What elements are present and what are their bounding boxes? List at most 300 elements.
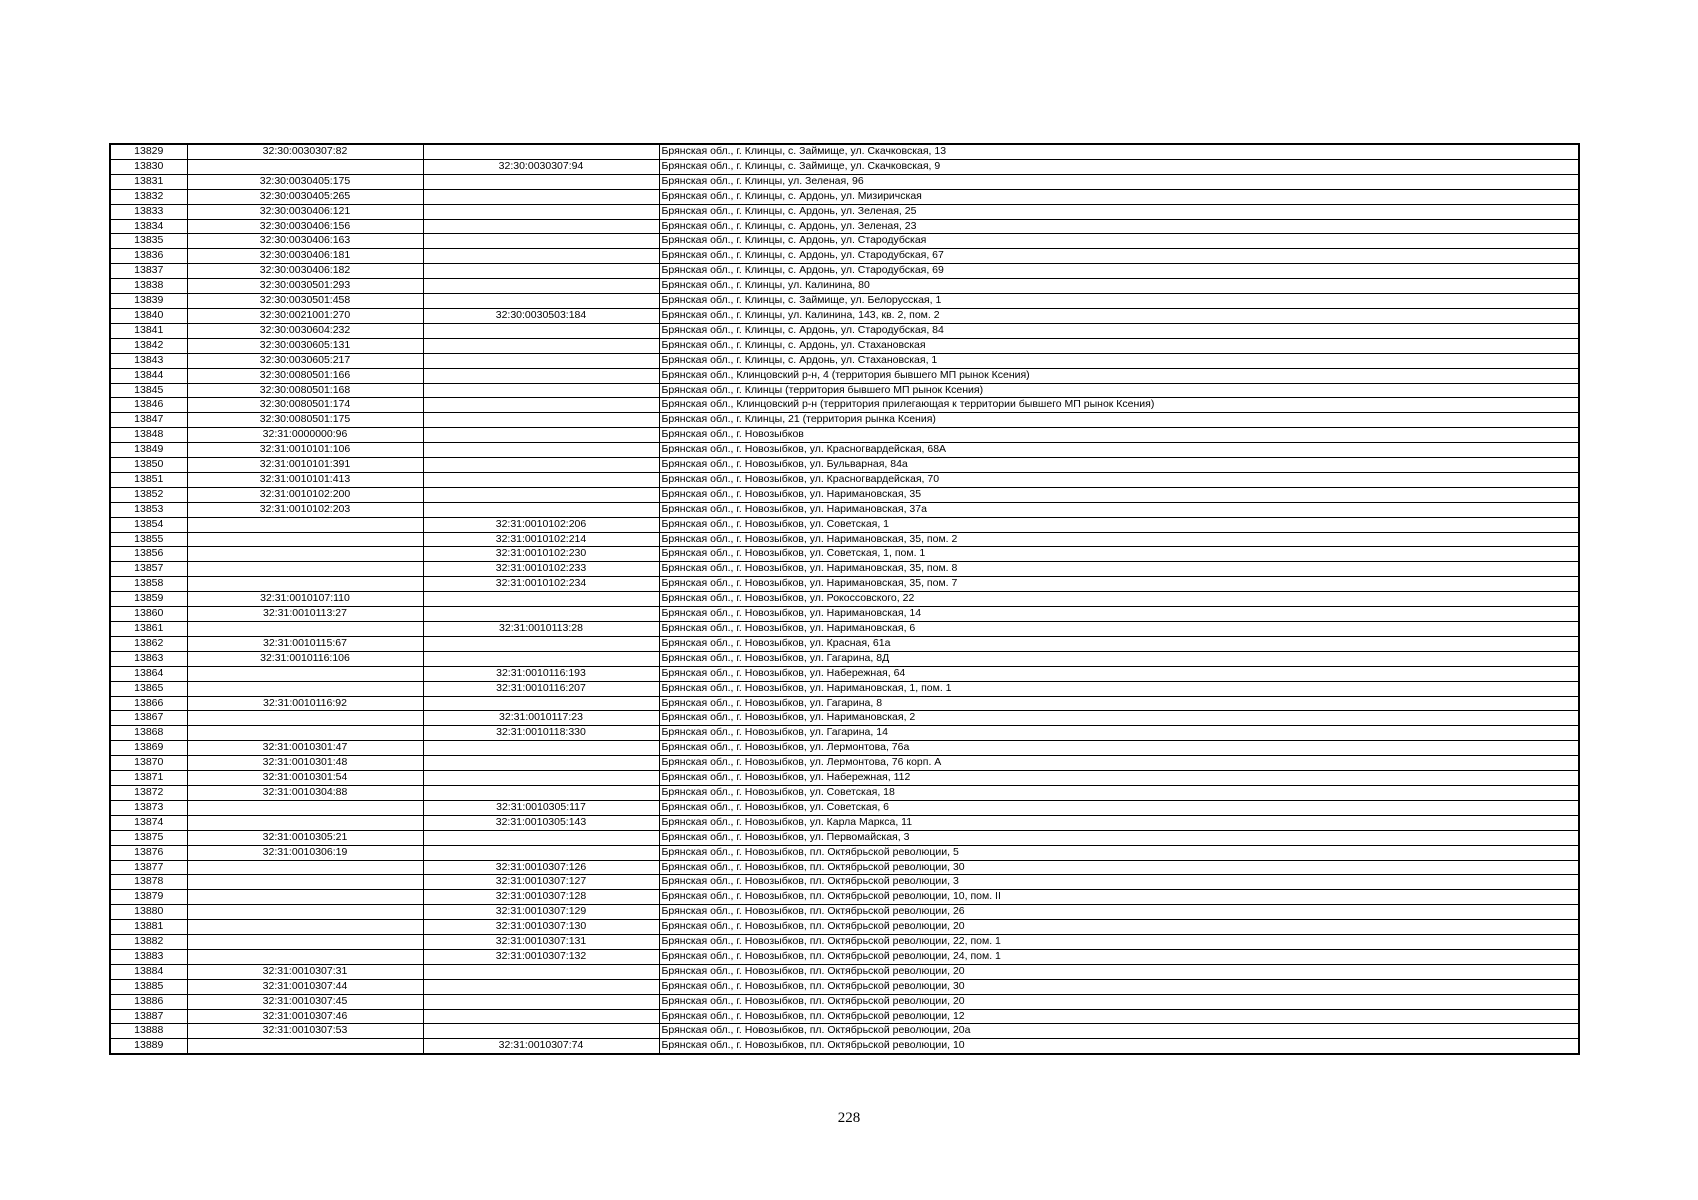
- cadastral-number-cell: 32:31:0010102:200: [187, 487, 423, 502]
- address-cell: Брянская обл., г. Клинцы, с. Ардонь, ул. Зеленая, 25: [659, 204, 1579, 219]
- address-cell: Брянская обл., г. Новозыбков, ул. Наримановская, 35, пом. 2: [659, 532, 1579, 547]
- address-cell: Брянская обл., г. Клинцы, ул. Калинина, 143, кв. 2, пом. 2: [659, 308, 1579, 323]
- cadastral-number-alt-cell: [423, 264, 659, 279]
- table-row: [110, 726, 1579, 741]
- address-cell: Брянская обл., г. Новозыбков, пл. Октябрьской революции, 20а: [659, 1024, 1579, 1039]
- row-number-cell: 13875: [110, 830, 187, 845]
- cadastral-number-cell: 32:30:0030405:175: [187, 174, 423, 189]
- address-cell: Брянская обл., г. Клинцы, с. Займище, ул. Белорусская, 1: [659, 294, 1579, 309]
- cadastral-number-alt-cell: 32:30:0030503:184: [423, 308, 659, 323]
- cadastral-number-cell: 32:31:0010306:19: [187, 845, 423, 860]
- cadastral-number-alt-cell: [423, 458, 659, 473]
- table-row: [110, 204, 1579, 219]
- table-row: [110, 532, 1579, 547]
- row-number-cell: 13882: [110, 935, 187, 950]
- address-cell: Брянская обл., г. Новозыбков, ул. Наримановская, 35, пом. 7: [659, 577, 1579, 592]
- row-number-cell: 13861: [110, 622, 187, 637]
- cadastral-number-cell: 32:30:0080501:168: [187, 383, 423, 398]
- row-number-cell: 13843: [110, 353, 187, 368]
- cadastral-number-alt-cell: 32:31:0010307:127: [423, 875, 659, 890]
- cadastral-number-alt-cell: [423, 1009, 659, 1024]
- cadastral-number-cell: [187, 159, 423, 174]
- cadastral-number-cell: 32:31:0010307:31: [187, 964, 423, 979]
- address-cell: Брянская обл., г. Новозыбков, ул. Красногвардейская, 70: [659, 472, 1579, 487]
- cadastral-number-cell: [187, 905, 423, 920]
- row-number-cell: 13844: [110, 368, 187, 383]
- cadastral-number-cell: [187, 517, 423, 532]
- row-number-cell: 13869: [110, 741, 187, 756]
- table-row: [110, 428, 1579, 443]
- address-cell: Брянская обл., г. Новозыбков, ул. Советская, 18: [659, 785, 1579, 800]
- address-cell: Брянская обл., г. Клинцы, с. Ардонь, ул. Стародубская, 69: [659, 264, 1579, 279]
- table-row: [110, 785, 1579, 800]
- cadastral-number-alt-cell: [423, 428, 659, 443]
- table-row: [110, 681, 1579, 696]
- address-cell: Брянская обл., г. Новозыбков, пл. Октябрьской революции, 12: [659, 1009, 1579, 1024]
- cadastral-number-cell: [187, 1039, 423, 1054]
- cadastral-number-cell: [187, 875, 423, 890]
- cadastral-number-alt-cell: 32:31:0010305:143: [423, 815, 659, 830]
- row-number-cell: 13884: [110, 964, 187, 979]
- cadastral-number-alt-cell: [423, 204, 659, 219]
- table-row: [110, 696, 1579, 711]
- table-row: [110, 264, 1579, 279]
- cadastral-number-cell: 32:31:0010307:53: [187, 1024, 423, 1039]
- table-row: [110, 323, 1579, 338]
- cadastral-number-cell: [187, 815, 423, 830]
- cadastral-number-alt-cell: 32:31:0010305:117: [423, 800, 659, 815]
- address-cell: Брянская обл., г. Клинцы, с. Займище, ул. Скачковская, 9: [659, 159, 1579, 174]
- cadastral-number-alt-cell: 32:31:0010102:214: [423, 532, 659, 547]
- table-row: [110, 800, 1579, 815]
- cadastral-number-alt-cell: 32:31:0010307:74: [423, 1039, 659, 1054]
- cadastral-number-cell: 32:31:0010301:54: [187, 771, 423, 786]
- table-row: [110, 144, 1579, 159]
- table-row: [110, 711, 1579, 726]
- address-cell: Брянская обл., г. Новозыбков, пл. Октябрьской революции, 30: [659, 860, 1579, 875]
- cadastral-number-cell: [187, 532, 423, 547]
- cadastral-number-cell: 32:30:0080501:174: [187, 398, 423, 413]
- table-row: [110, 502, 1579, 517]
- cadastral-number-alt-cell: 32:31:0010118:330: [423, 726, 659, 741]
- cadastral-number-alt-cell: [423, 592, 659, 607]
- table-row: [110, 1009, 1579, 1024]
- row-number-cell: 13841: [110, 323, 187, 338]
- row-number-cell: 13867: [110, 711, 187, 726]
- table-row: [110, 830, 1579, 845]
- cadastral-number-cell: 32:30:0030605:217: [187, 353, 423, 368]
- cadastral-number-alt-cell: [423, 323, 659, 338]
- table-row: [110, 636, 1579, 651]
- row-number-cell: 13863: [110, 651, 187, 666]
- address-cell: Брянская обл., г. Клинцы, ул. Калинина, 80: [659, 279, 1579, 294]
- cadastral-number-cell: 32:31:0010116:92: [187, 696, 423, 711]
- table-row: [110, 308, 1579, 323]
- row-number-cell: 13854: [110, 517, 187, 532]
- registry-table: [109, 143, 1580, 1055]
- table-row: [110, 666, 1579, 681]
- cadastral-number-cell: 32:30:0030406:156: [187, 219, 423, 234]
- cadastral-number-alt-cell: [423, 651, 659, 666]
- row-number-cell: 13871: [110, 771, 187, 786]
- address-cell: Брянская обл., г. Новозыбков, ул. Карла Маркса, 11: [659, 815, 1579, 830]
- address-cell: Брянская обл., г. Новозыбков, пл. Октябрьской революции, 10, пом. II: [659, 890, 1579, 905]
- row-number-cell: 13866: [110, 696, 187, 711]
- cadastral-number-cell: 32:30:0030307:82: [187, 144, 423, 159]
- table-row: [110, 219, 1579, 234]
- address-cell: Брянская обл., г. Клинцы (территория бывшего МП рынок Ксения): [659, 383, 1579, 398]
- cadastral-number-alt-cell: [423, 234, 659, 249]
- cadastral-number-cell: 32:31:0010101:413: [187, 472, 423, 487]
- row-number-cell: 13872: [110, 785, 187, 800]
- cadastral-number-alt-cell: 32:31:0010102:234: [423, 577, 659, 592]
- table-row: [110, 472, 1579, 487]
- cadastral-number-alt-cell: [423, 472, 659, 487]
- address-cell: Брянская обл., г. Новозыбков, ул. Советская, 1: [659, 517, 1579, 532]
- address-cell: Брянская обл., г. Новозыбков, ул. Наримановская, 35: [659, 487, 1579, 502]
- table-row: [110, 815, 1579, 830]
- cadastral-number-alt-cell: [423, 994, 659, 1009]
- table-row: [110, 398, 1579, 413]
- cadastral-number-cell: [187, 577, 423, 592]
- address-cell: Брянская обл., г. Клинцы, с. Ардонь, ул. Стародубская, 84: [659, 323, 1579, 338]
- row-number-cell: 13855: [110, 532, 187, 547]
- cadastral-number-alt-cell: 32:31:0010116:207: [423, 681, 659, 696]
- cadastral-number-cell: [187, 800, 423, 815]
- row-number-cell: 13836: [110, 249, 187, 264]
- row-number-cell: 13865: [110, 681, 187, 696]
- address-cell: Брянская обл., г. Клинцы, с. Ардонь, ул. Стахановская, 1: [659, 353, 1579, 368]
- row-number-cell: 13851: [110, 472, 187, 487]
- cadastral-number-cell: 32:31:0010101:391: [187, 458, 423, 473]
- row-number-cell: 13856: [110, 547, 187, 562]
- row-number-cell: 13853: [110, 502, 187, 517]
- cadastral-number-cell: [187, 949, 423, 964]
- row-number-cell: 13878: [110, 875, 187, 890]
- cadastral-number-cell: [187, 681, 423, 696]
- address-cell: Брянская обл., г. Новозыбков, ул. Гагарина, 8Д: [659, 651, 1579, 666]
- cadastral-number-alt-cell: 32:31:0010307:126: [423, 860, 659, 875]
- cadastral-number-alt-cell: [423, 353, 659, 368]
- cadastral-number-cell: [187, 547, 423, 562]
- row-number-cell: 13857: [110, 562, 187, 577]
- address-cell: Брянская обл., г. Новозыбков, ул. Лермонтова, 76а: [659, 741, 1579, 756]
- cadastral-number-alt-cell: [423, 219, 659, 234]
- address-cell: Брянская обл., г. Клинцы, с. Ардонь, ул. Стахановская: [659, 338, 1579, 353]
- table-row: [110, 1039, 1579, 1054]
- row-number-cell: 13834: [110, 219, 187, 234]
- table-row: [110, 1024, 1579, 1039]
- address-cell: Брянская обл., Клинцовский р-н, 4 (территория бывшего МП рынок Ксения): [659, 368, 1579, 383]
- cadastral-number-cell: 32:31:0000000:96: [187, 428, 423, 443]
- cadastral-number-cell: 32:31:0010307:45: [187, 994, 423, 1009]
- row-number-cell: 13859: [110, 592, 187, 607]
- cadastral-number-alt-cell: [423, 413, 659, 428]
- cadastral-number-alt-cell: 32:31:0010307:132: [423, 949, 659, 964]
- row-number-cell: 13889: [110, 1039, 187, 1054]
- cadastral-number-alt-cell: 32:31:0010113:28: [423, 622, 659, 637]
- cadastral-number-alt-cell: [423, 383, 659, 398]
- row-number-cell: 13858: [110, 577, 187, 592]
- address-cell: Брянская обл., г. Новозыбков, пл. Октябрьской революции, 5: [659, 845, 1579, 860]
- address-cell: Брянская обл., г. Новозыбков, пл. Октябрьской революции, 10: [659, 1039, 1579, 1054]
- row-number-cell: 13886: [110, 994, 187, 1009]
- row-number-cell: 13840: [110, 308, 187, 323]
- table-row: [110, 592, 1579, 607]
- row-number-cell: 13880: [110, 905, 187, 920]
- cadastral-number-alt-cell: [423, 249, 659, 264]
- row-number-cell: 13862: [110, 636, 187, 651]
- row-number-cell: 13832: [110, 189, 187, 204]
- address-cell: Брянская обл., г. Новозыбков, пл. Октябрьской революции, 30: [659, 979, 1579, 994]
- row-number-cell: 13879: [110, 890, 187, 905]
- row-number-cell: 13835: [110, 234, 187, 249]
- address-cell: Брянская обл., г. Новозыбков, ул. Первомайская, 3: [659, 830, 1579, 845]
- cadastral-number-cell: 32:30:0080501:175: [187, 413, 423, 428]
- cadastral-number-alt-cell: 32:31:0010307:129: [423, 905, 659, 920]
- page-number: 228: [837, 1110, 861, 1126]
- row-number-cell: 13881: [110, 920, 187, 935]
- row-number-cell: 13870: [110, 756, 187, 771]
- table-row: [110, 249, 1579, 264]
- table-row: [110, 547, 1579, 562]
- table-row: [110, 771, 1579, 786]
- row-number-cell: 13883: [110, 949, 187, 964]
- table-row: [110, 353, 1579, 368]
- table-row: [110, 279, 1579, 294]
- row-number-cell: 13837: [110, 264, 187, 279]
- cadastral-number-alt-cell: [423, 696, 659, 711]
- address-cell: Брянская обл., г. Клинцы, с. Ардонь, ул. Стародубская, 67: [659, 249, 1579, 264]
- cadastral-number-cell: [187, 935, 423, 950]
- table-row: [110, 964, 1579, 979]
- cadastral-number-alt-cell: [423, 144, 659, 159]
- cadastral-number-cell: 32:31:0010307:46: [187, 1009, 423, 1024]
- cadastral-number-alt-cell: [423, 636, 659, 651]
- table-row: [110, 234, 1579, 249]
- address-cell: Брянская обл., г. Новозыбков, ул. Гагарина, 14: [659, 726, 1579, 741]
- table-row: [110, 413, 1579, 428]
- table-row: [110, 756, 1579, 771]
- address-cell: Брянская обл., г. Новозыбков, ул. Наримановская, 35, пом. 8: [659, 562, 1579, 577]
- cadastral-number-alt-cell: [423, 771, 659, 786]
- address-cell: Брянская обл., г. Новозыбков, ул. Рокоссовского, 22: [659, 592, 1579, 607]
- row-number-cell: 13888: [110, 1024, 187, 1039]
- cadastral-number-alt-cell: [423, 189, 659, 204]
- cadastral-number-cell: 32:30:0080501:166: [187, 368, 423, 383]
- row-number-cell: 13877: [110, 860, 187, 875]
- table-row: [110, 741, 1579, 756]
- address-cell: Брянская обл., г. Новозыбков, ул. Советская, 1, пом. 1: [659, 547, 1579, 562]
- row-number-cell: 13873: [110, 800, 187, 815]
- cadastral-number-alt-cell: 32:31:0010307:128: [423, 890, 659, 905]
- table-row: [110, 174, 1579, 189]
- table-row: [110, 860, 1579, 875]
- address-cell: Брянская обл., г. Новозыбков, ул. Гагарина, 8: [659, 696, 1579, 711]
- row-number-cell: 13864: [110, 666, 187, 681]
- cadastral-number-cell: 32:30:0030604:232: [187, 323, 423, 338]
- row-number-cell: 13839: [110, 294, 187, 309]
- address-cell: Брянская обл., Клинцовский р-н (территория прилегающая к территории бывшего МП рынок Ксения): [659, 398, 1579, 413]
- row-number-cell: 13838: [110, 279, 187, 294]
- cadastral-number-alt-cell: [423, 845, 659, 860]
- row-number-cell: 13850: [110, 458, 187, 473]
- address-cell: Брянская обл., г. Новозыбков: [659, 428, 1579, 443]
- cadastral-number-alt-cell: [423, 294, 659, 309]
- row-number-cell: 13830: [110, 159, 187, 174]
- cadastral-number-alt-cell: 32:31:0010307:131: [423, 935, 659, 950]
- cadastral-number-cell: 32:30:0030406:182: [187, 264, 423, 279]
- table-row: [110, 577, 1579, 592]
- cadastral-number-alt-cell: [423, 368, 659, 383]
- cadastral-number-alt-cell: 32:31:0010116:193: [423, 666, 659, 681]
- address-cell: Брянская обл., г. Клинцы, с. Ардонь, ул. Зеленая, 23: [659, 219, 1579, 234]
- address-cell: Брянская обл., г. Новозыбков, ул. Наримановская, 1, пом. 1: [659, 681, 1579, 696]
- cadastral-number-cell: [187, 860, 423, 875]
- address-cell: Брянская обл., г. Клинцы, ул. Зеленая, 96: [659, 174, 1579, 189]
- cadastral-number-alt-cell: [423, 830, 659, 845]
- cadastral-number-alt-cell: [423, 1024, 659, 1039]
- cadastral-number-alt-cell: [423, 398, 659, 413]
- table-row: [110, 443, 1579, 458]
- registry-table-body: [110, 144, 1579, 1054]
- cadastral-number-cell: [187, 666, 423, 681]
- table-row: [110, 487, 1579, 502]
- cadastral-number-cell: 32:30:0030406:121: [187, 204, 423, 219]
- table-row: [110, 517, 1579, 532]
- cadastral-number-alt-cell: [423, 756, 659, 771]
- row-number-cell: 13833: [110, 204, 187, 219]
- table-row: [110, 562, 1579, 577]
- cadastral-number-cell: 32:30:0030605:131: [187, 338, 423, 353]
- table-row: [110, 383, 1579, 398]
- cadastral-number-alt-cell: [423, 785, 659, 800]
- cadastral-number-cell: [187, 711, 423, 726]
- table-row: [110, 651, 1579, 666]
- cadastral-number-cell: [187, 562, 423, 577]
- address-cell: Брянская обл., г. Новозыбков, пл. Октябрьской революции, 20: [659, 994, 1579, 1009]
- cadastral-number-cell: 32:31:0010102:203: [187, 502, 423, 517]
- address-cell: Брянская обл., г. Новозыбков, ул. Красногвардейская, 68А: [659, 443, 1579, 458]
- row-number-cell: 13848: [110, 428, 187, 443]
- row-number-cell: 13849: [110, 443, 187, 458]
- cadastral-number-alt-cell: 32:31:0010117:23: [423, 711, 659, 726]
- table-row: [110, 994, 1579, 1009]
- cadastral-number-alt-cell: [423, 338, 659, 353]
- cadastral-number-cell: 32:31:0010115:67: [187, 636, 423, 651]
- table-row: [110, 294, 1579, 309]
- cadastral-number-alt-cell: [423, 964, 659, 979]
- cadastral-number-cell: 32:31:0010113:27: [187, 607, 423, 622]
- cadastral-number-alt-cell: 32:31:0010102:230: [423, 547, 659, 562]
- row-number-cell: 13829: [110, 144, 187, 159]
- cadastral-number-alt-cell: [423, 979, 659, 994]
- cadastral-number-cell: 32:31:0010305:21: [187, 830, 423, 845]
- row-number-cell: 13887: [110, 1009, 187, 1024]
- cadastral-number-cell: 32:30:0021001:270: [187, 308, 423, 323]
- cadastral-number-alt-cell: [423, 443, 659, 458]
- address-cell: Брянская обл., г. Новозыбков, пл. Октябрьской революции, 24, пом. 1: [659, 949, 1579, 964]
- cadastral-number-alt-cell: [423, 279, 659, 294]
- address-cell: Брянская обл., г. Клинцы, с. Ардонь, ул. Стародубская: [659, 234, 1579, 249]
- cadastral-number-alt-cell: [423, 502, 659, 517]
- cadastral-number-cell: 32:31:0010301:48: [187, 756, 423, 771]
- table-row: [110, 935, 1579, 950]
- table-row: [110, 607, 1579, 622]
- cadastral-number-alt-cell: 32:30:0030307:94: [423, 159, 659, 174]
- cadastral-number-alt-cell: 32:31:0010307:130: [423, 920, 659, 935]
- address-cell: Брянская обл., г. Новозыбков, ул. Наримановская, 6: [659, 622, 1579, 637]
- cadastral-number-cell: 32:31:0010101:106: [187, 443, 423, 458]
- row-number-cell: 13868: [110, 726, 187, 741]
- cadastral-number-cell: 32:31:0010301:47: [187, 741, 423, 756]
- address-cell: Брянская обл., г. Новозыбков, пл. Октябрьской революции, 26: [659, 905, 1579, 920]
- cadastral-number-cell: [187, 622, 423, 637]
- cadastral-number-alt-cell: [423, 741, 659, 756]
- table-row: [110, 890, 1579, 905]
- row-number-cell: 13842: [110, 338, 187, 353]
- cadastral-number-cell: [187, 726, 423, 741]
- address-cell: Брянская обл., г. Новозыбков, ул. Лермонтова, 76 корп. А: [659, 756, 1579, 771]
- row-number-cell: 13885: [110, 979, 187, 994]
- cadastral-number-alt-cell: 32:31:0010102:206: [423, 517, 659, 532]
- row-number-cell: 13876: [110, 845, 187, 860]
- table-row: [110, 905, 1579, 920]
- address-cell: Брянская обл., г. Новозыбков, пл. Октябрьской революции, 20: [659, 920, 1579, 935]
- address-cell: Брянская обл., г. Новозыбков, пл. Октябрьской революции, 20: [659, 964, 1579, 979]
- address-cell: Брянская обл., г. Клинцы, 21 (территория рынка Ксения): [659, 413, 1579, 428]
- cadastral-number-alt-cell: [423, 487, 659, 502]
- address-cell: Брянская обл., г. Новозыбков, ул. Наримановская, 14: [659, 607, 1579, 622]
- address-cell: Брянская обл., г. Новозыбков, пл. Октябрьской революции, 22, пом. 1: [659, 935, 1579, 950]
- address-cell: Брянская обл., г. Новозыбков, ул. Наримановская, 2: [659, 711, 1579, 726]
- table-row: [110, 368, 1579, 383]
- cadastral-number-cell: 32:31:0010116:106: [187, 651, 423, 666]
- row-number-cell: 13852: [110, 487, 187, 502]
- table-row: [110, 845, 1579, 860]
- cadastral-number-cell: 32:31:0010307:44: [187, 979, 423, 994]
- cadastral-number-cell: 32:30:0030405:265: [187, 189, 423, 204]
- table-row: [110, 979, 1579, 994]
- cadastral-number-cell: 32:30:0030406:163: [187, 234, 423, 249]
- address-cell: Брянская обл., г. Клинцы, с. Ардонь, ул. Мизиричская: [659, 189, 1579, 204]
- table-row: [110, 159, 1579, 174]
- address-cell: Брянская обл., г. Новозыбков, пл. Октябрьской революции, 3: [659, 875, 1579, 890]
- cadastral-number-alt-cell: 32:31:0010102:233: [423, 562, 659, 577]
- table-row: [110, 920, 1579, 935]
- row-number-cell: 13831: [110, 174, 187, 189]
- row-number-cell: 13860: [110, 607, 187, 622]
- table-row: [110, 189, 1579, 204]
- address-cell: Брянская обл., г. Клинцы, с. Займище, ул. Скачковская, 13: [659, 144, 1579, 159]
- row-number-cell: 13846: [110, 398, 187, 413]
- cadastral-number-alt-cell: [423, 607, 659, 622]
- cadastral-number-cell: 32:30:0030501:293: [187, 279, 423, 294]
- cadastral-number-cell: 32:31:0010304:88: [187, 785, 423, 800]
- table-row: [110, 949, 1579, 964]
- table-row: [110, 338, 1579, 353]
- table-row: [110, 458, 1579, 473]
- row-number-cell: 13845: [110, 383, 187, 398]
- row-number-cell: 13847: [110, 413, 187, 428]
- row-number-cell: 13874: [110, 815, 187, 830]
- cadastral-number-cell: 32:30:0030406:181: [187, 249, 423, 264]
- table-row: [110, 622, 1579, 637]
- address-cell: Брянская обл., г. Новозыбков, ул. Советская, 6: [659, 800, 1579, 815]
- address-cell: Брянская обл., г. Новозыбков, ул. Красная, 61а: [659, 636, 1579, 651]
- address-cell: Брянская обл., г. Новозыбков, ул. Наримановская, 37а: [659, 502, 1579, 517]
- cadastral-number-cell: [187, 920, 423, 935]
